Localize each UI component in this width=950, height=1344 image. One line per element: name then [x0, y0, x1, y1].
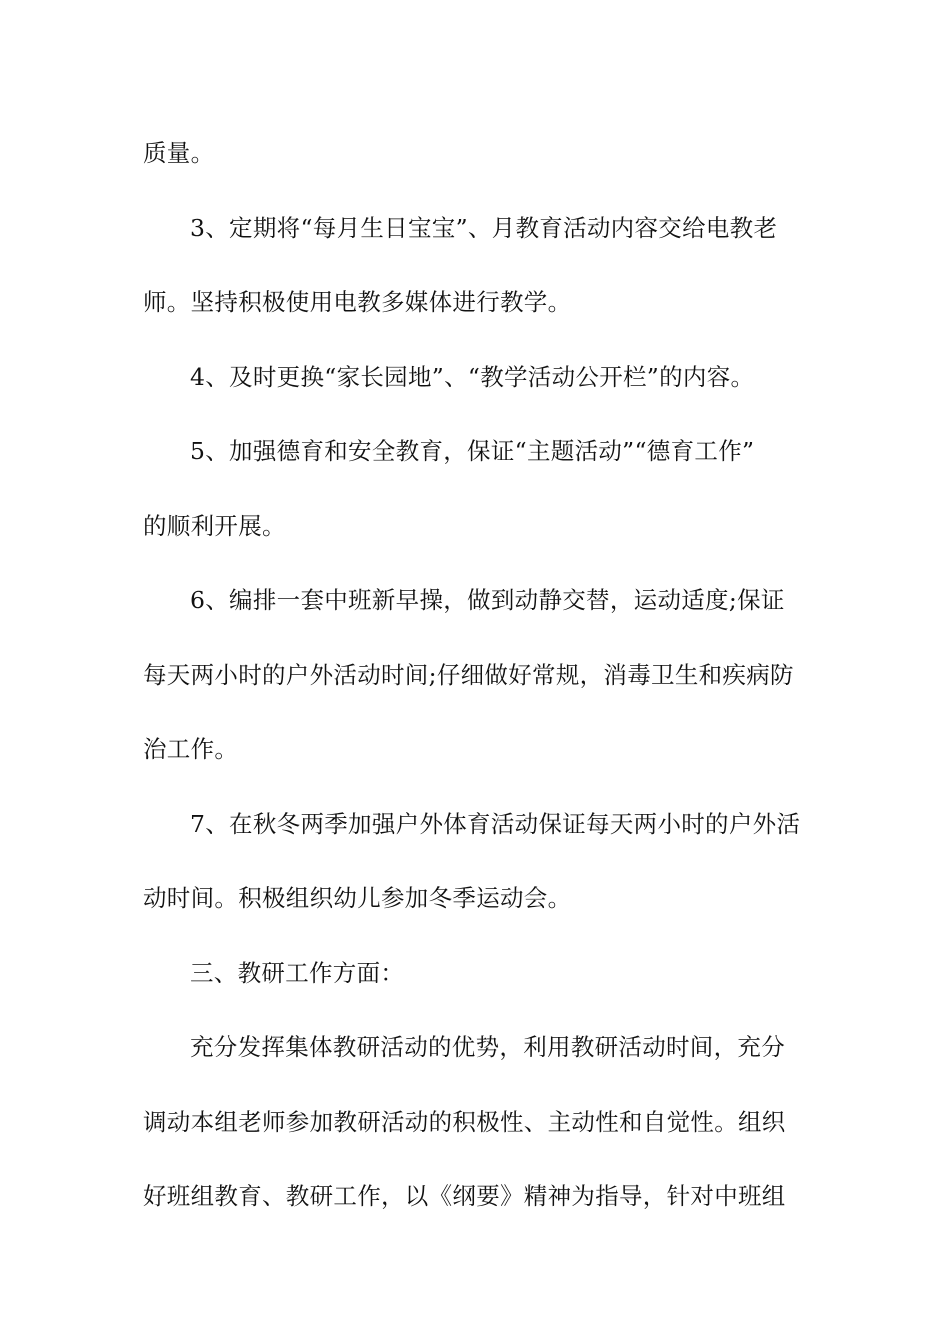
- text-line-6: 的顺利开展。: [143, 512, 286, 540]
- section-heading: 三、教研工作方面：: [190, 959, 405, 987]
- text-line-7: 6、编排一套中班新早操，做到动静交替，运动适度;保证: [190, 586, 785, 614]
- text-line-8: 每天两小时的户外活动时间;仔细做好常规，消毒卫生和疾病防: [143, 661, 794, 689]
- text-line-9: 治工作。: [143, 735, 239, 763]
- text-line-15: 好班组教育、教研工作，以《纲要》精神为指导，针对中班组: [143, 1182, 786, 1210]
- text-line-14: 调动本组老师参加教研活动的积极性、主动性和自觉性。组织: [143, 1108, 786, 1136]
- text-line-1: 质量。: [143, 139, 215, 167]
- text-line-3: 师。坚持积极使用电教多媒体进行教学。: [143, 288, 572, 316]
- text-line-2: 3、定期将“每月生日宝宝”、月教育活动内容交给电教老: [190, 214, 778, 242]
- text-line-10: 7、在秋冬两季加强户外体育活动保证每天两小时的户外活: [190, 810, 801, 838]
- text-line-5: 5、加强德育和安全教育，保证“主题活动”“德育工作”: [190, 437, 755, 465]
- text-line-4: 4、及时更换“家长园地”、“教学活动公开栏”的内容。: [190, 363, 755, 391]
- text-line-13: 充分发挥集体教研活动的优势，利用教研活动时间，充分: [190, 1033, 785, 1061]
- text-line-11: 动时间。积极组织幼儿参加冬季运动会。: [143, 884, 572, 912]
